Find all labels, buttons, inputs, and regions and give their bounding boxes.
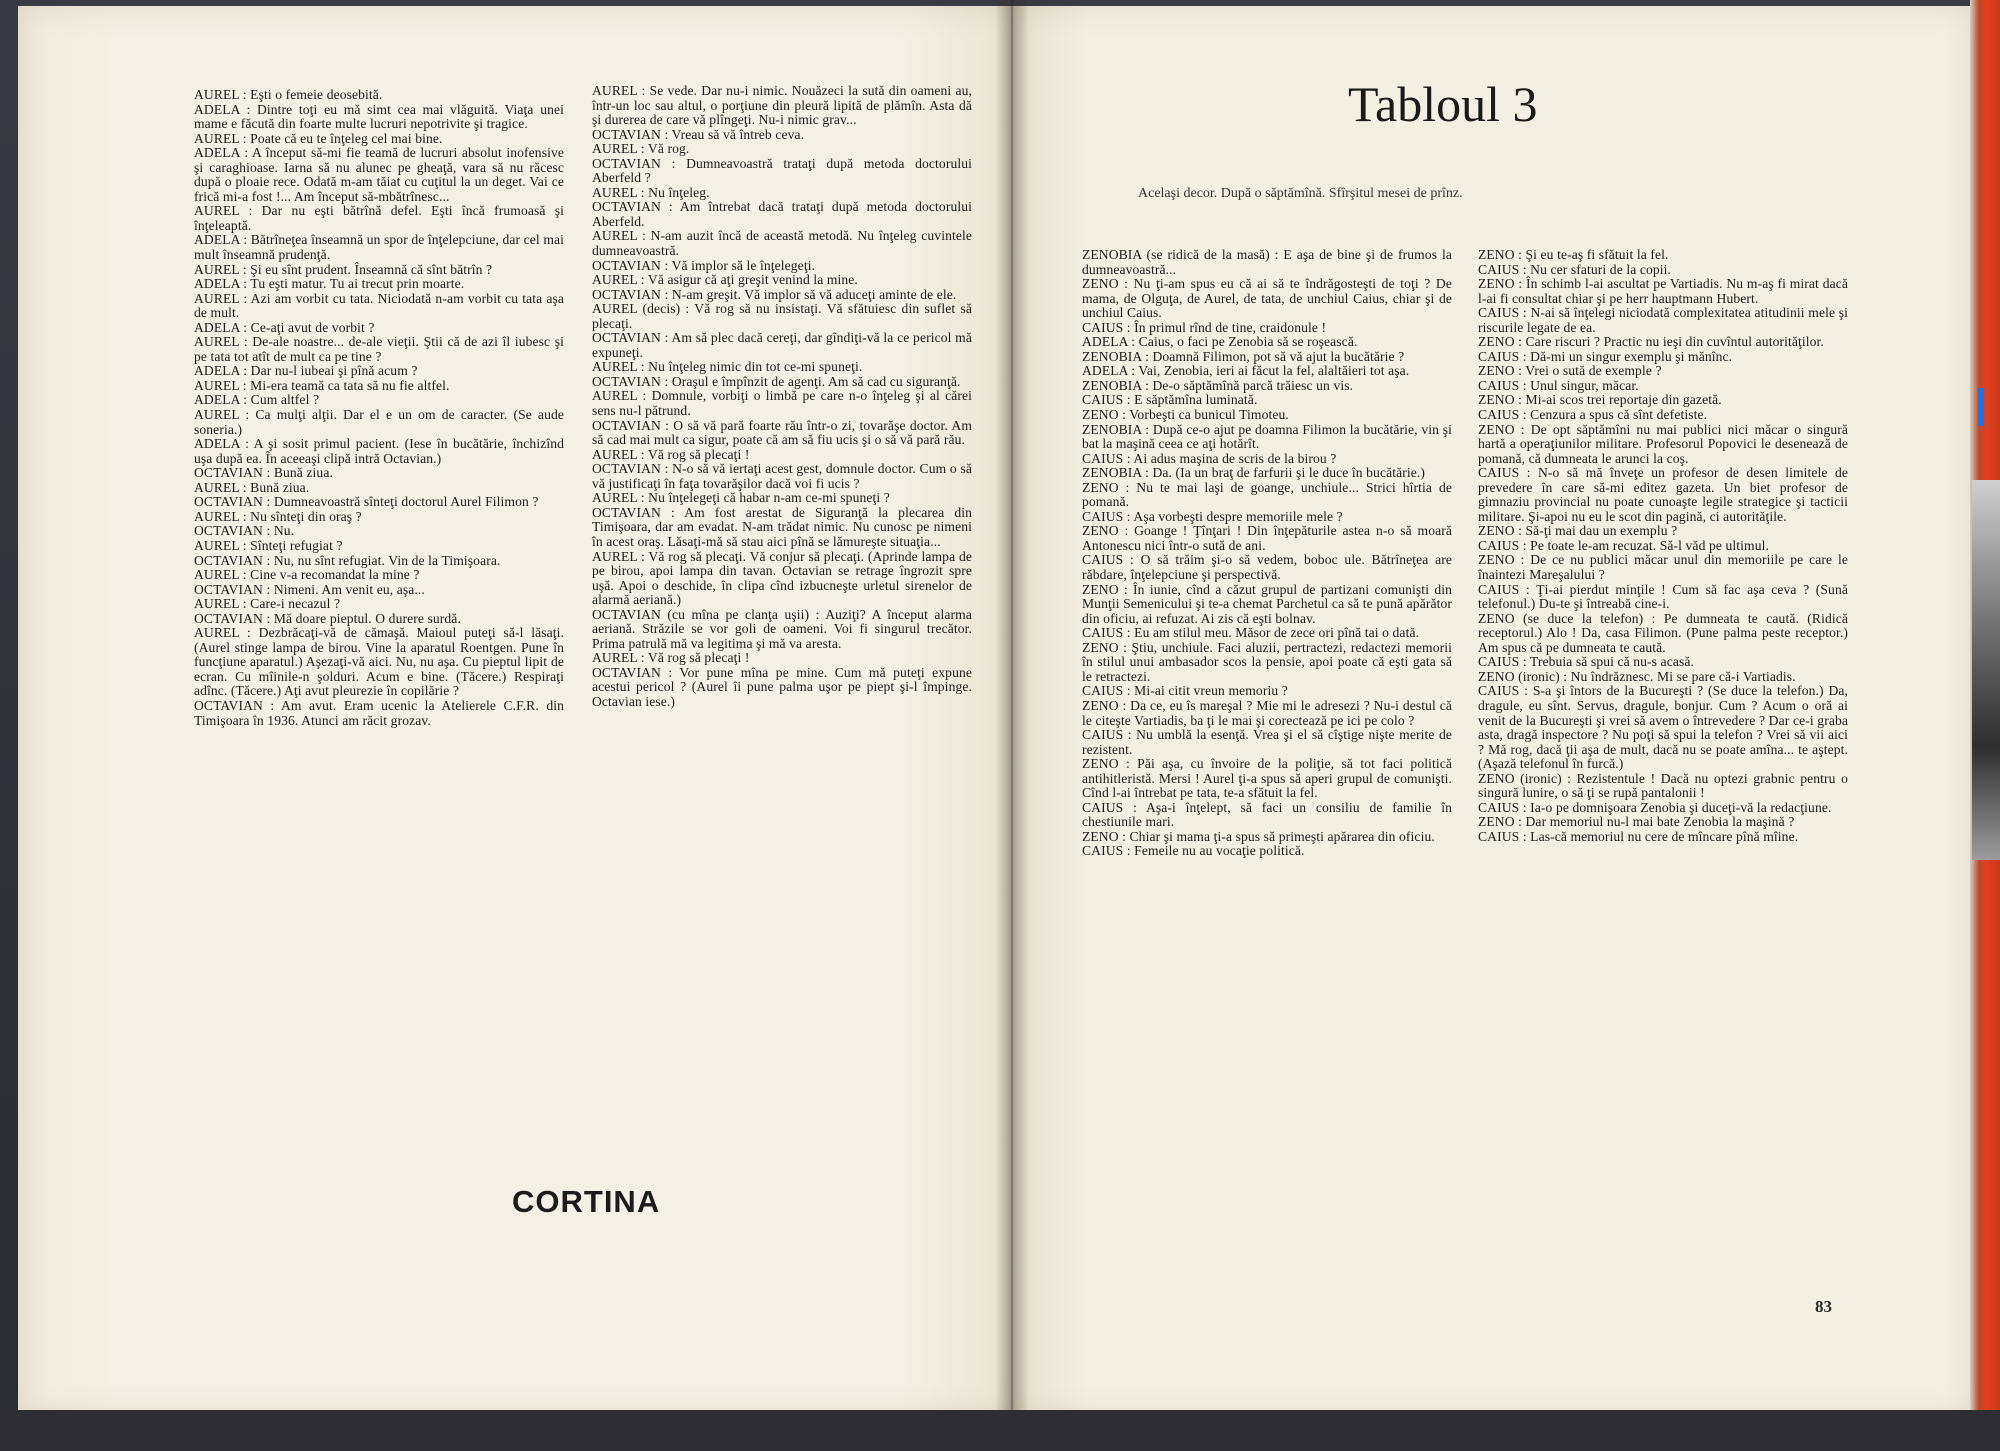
dialogue-line: OCTAVIAN : N-am greşit. Vă implor să vă aduceţi aminte de ele. (592, 286, 957, 302)
dialogue-line: ZENO : De ce nu publici măcar unul din memoriile pe care le înaintezi Mareşalului ? (1478, 552, 1848, 583)
dialogue-line: AUREL : Nu înţeleg. (592, 184, 710, 200)
dialogue-line: ZENO : În iunie, cînd a căzut grupul de partizani comunişti din Munţii Semenicului şi te-a chemat Parchetul ca să te pună apărător din oficiu, ai refuzat. Ai zis că eşti bolnav. (1082, 581, 1452, 626)
dialogue-line: OCTAVIAN : Am întrebat dacă trataţi după metoda doctorului Aberfeld. (592, 199, 972, 229)
dialogue-line: AUREL : Vă rog să plecaţi ! (592, 650, 750, 666)
dialogue-line: OCTAVIAN : Vă implor să le înţelegeţi. (592, 257, 816, 273)
dialogue-line: AUREL : Nu înţelegeţi că habar n-am ce-mi spuneţi ? (592, 490, 890, 506)
dialogue-line: CAIUS : Mi-ai citit vreun memoriu ? (1082, 683, 1288, 699)
stage-direction: Acelaşi decor. După o săptămînă. Sfîrşitul mesei de prînz. (1138, 186, 1463, 201)
dialogue-line: ZENO : Şi eu te-aş fi sfătuit la fel. (1478, 247, 1669, 262)
dialogue-line: AUREL : N-am auzit încă de această metodă. Nu înţeleg cuvintele dumneavoastră. (592, 228, 972, 259)
dialogue-line: OCTAVIAN : Dumneavoastră trataţi după metoda doctorului Aberfeld ? (592, 155, 972, 186)
dialogue-line: AUREL : Vă rog. (592, 141, 690, 157)
dialogue-line: ZENO : Nu ţi-am spus eu că ai să te îndrăgosteşti de toţi ? De mama, de Olguţa, de Aurel, de tata, de unchiul Caius, chiar şi de unchiul Caius. (1082, 276, 1452, 321)
dialogue-line: ZENO : Dar memoriul nu-l mai bate Zenobia la maşină ? (1478, 814, 1795, 830)
dialogue-line: CAIUS : Las-că memoriul nu cere de mîncare pînă mîine. (1478, 828, 1799, 844)
dialogue-line: AUREL : Dar nu eşti bătrînă defel. Eşti încă frumoasă şi înţeleaptă. (194, 203, 564, 233)
dialogue-line: AUREL : Mi-era teamă ca tata să nu fie altfel. (194, 377, 450, 393)
dialogue-line: OCTAVIAN : Vreau să vă întreb ceva. (592, 126, 805, 142)
dialogue-line: CAIUS : Ţi-ai pierdut minţile ! Cum să fac aşa ceva ? (Sună telefonul.) Du-te şi întreabă cine-i. (1478, 581, 1848, 612)
dialogue-line: ZENOBIA (se ridică de la masă) : E aşa de bine şi de frumos la dumneavoastră... (1082, 247, 1452, 277)
page-number: 83 (1815, 1297, 1832, 1316)
dialogue-line: ZENO : Vorbeşti ca bunicul Timoteu. (1082, 407, 1289, 423)
dialogue-line: ZENO (se duce la telefon) : Pe dumneata te caută. (Ridică receptorul.) Alo ! Da, casa Filimon. (Pune palma peste receptor.) Am spus că pe dumneata te caută. (1478, 610, 1848, 655)
dialogue-line: ADELA : Dar nu-l iubeai şi pînă acum ? (194, 363, 418, 379)
dialogue-line: OCTAVIAN : Mă doare pieptul. O durere surdă. (194, 610, 461, 626)
dialogue-line: AUREL : Vă asigur că aţi greşit venind la mine. (592, 272, 858, 288)
dialogue-line: OCTAVIAN : Bună ziua. (194, 465, 333, 481)
dialogue-line: AUREL : Poate că eu te înţeleg cel mai bine. (194, 130, 443, 146)
dialogue-line: OCTAVIAN : Am avut. Eram ucenic la Atelierele C.F.R. din Timişoara în 1936. Atunci am răcit grozav. (194, 697, 564, 728)
dialogue-line: AUREL (decis) : Vă rog să nu insistaţi. Vă sfătuiesc din suflet să plecaţi. (592, 301, 972, 331)
dialogue-line: OCTAVIAN : Nimeni. Am venit eu, aşa... (194, 581, 425, 597)
left-column-2 (592, 84, 972, 710)
dialogue-line: ZENO (ironic) : Nu îndrăznesc. Mi se pare că-i Vartiadis. (1478, 668, 1796, 684)
dialogue-line: ZENO : Să-ţi mai dau un exemplu ? (1478, 523, 1678, 539)
dialogue-line: ZENO : De opt săptămîni nu mai publici nici măcar o singură hartă a operaţiunilor militare. Profesorul Popovici le desenează de pomană, că dumneata le arunci la coş. (1478, 421, 1848, 466)
dialogue-line: CAIUS : Aşa-i înţelept, să faci un consiliu de familie în chestiunile mari. (1082, 799, 1452, 830)
dialogue-line: CAIUS : E săptămîna luminată. (1082, 392, 1258, 408)
dialogue-line: CAIUS : Ia-o pe domnişoara Zenobia şi duceţi-vă la redacţiune. (1478, 799, 1832, 815)
dialogue-line: CAIUS : Nu umblă la esenţă. Vrea şi el să cîştige nişte merite de rezistent. (1082, 727, 1452, 757)
dialogue-line: ZENO : Chiar şi mama ţi-a spus să primeşti apărarea din oficiu. (1082, 828, 1435, 844)
dialogue-line: AUREL : Eşti o femeie deosebită. (194, 87, 383, 102)
left-column-1 (194, 88, 564, 728)
dialogue-line: ZENOBIA : Doamnă Filimon, pot să vă ajut la bucătărie ? (1082, 348, 1405, 364)
dialogue-line: OCTAVIAN : Nu. (194, 523, 295, 539)
dialogue-line: CAIUS : Nu cer sfaturi de la copii. (1478, 261, 1672, 277)
dialogue-line: ADELA : Vai, Zenobia, ieri ai făcut la fel, alaltăieri tot aşa. (1082, 363, 1410, 379)
dialogue-line: ZENO : Care riscuri ? Practic nu ieşi din cuvîntul autorităţilor. (1478, 334, 1824, 350)
dialogue-line: AUREL : Nu sînteţi din oraş ? (194, 508, 362, 524)
dialogue-line: ZENO : Păi aşa, cu învoire de la poliţie, să tot faci politică antihitleristă. Mersi ! Aurel ţi-a spus să aperi grupul de comunişti. Cînd l-ai întrebat pe tata, te-a sfătuit la fel. (1082, 756, 1452, 801)
dialogue-line: CAIUS : Unul singur, măcar. (1478, 377, 1639, 393)
dialogue-line: CAIUS : N-o să mă înveţe un profesor de desen limitele de prevedere în care să-mi editez gazeta. Un biet profesor de gimnaziu provincial nu poate cunoaşte legile strategice şi tacticii militare. Şi-apoi nu eu le scot din pagină, ci autorităţile. (1478, 465, 1848, 524)
dialogue-line: ADELA : Cum altfel ? (194, 392, 320, 408)
dialogue-line: CAIUS : Aşa vorbeşti despre memoriile mele ? (1082, 508, 1343, 524)
dialogue-line: ZENOBIA : Da. (Ia un braţ de farfurii şi le duce în bucătărie.) (1082, 465, 1425, 481)
dialogue-line: ADELA : Tu eşti matur. Tu ai trecut prin moarte. (194, 276, 465, 292)
background-board (0, 1410, 2000, 1451)
dialogue-line: OCTAVIAN (cu mîna pe clanţa uşii) : Auziţi? A început alarma aeriană. Străzile se vor goli de oameni. Voi fi singurul trecător. Prima patrulă mă va legitima şi mă va aresta. (592, 606, 972, 651)
dialogue-line: ZENO : Da ce, eu îs mareşal ? Mie mi le adresezi ? Nu-i destul că le citeşte Vartiadis, ba ţi le mai şi corectează pe ici pe colo ? (1082, 697, 1452, 728)
dialogue-line: ZENO : În schimb l-ai ascultat pe Vartiadis. Nu m-aş fi mirat dacă l-ai fi consultat chiar şi pe herr hauptmann Hubert. (1478, 276, 1848, 306)
dialogue-line: ADELA : A şi sosit primul pacient. (Iese în bucătărie, închizînd uşa după ea. În aceeaşi clipă intră Octavian.) (194, 436, 564, 466)
dialogue-line: AUREL : Vă rog să plecaţi ! (592, 446, 750, 462)
dialogue-line: OCTAVIAN : Dumneavoastră sînteţi doctorul Aurel Filimon ? (194, 494, 539, 510)
dialogue-line: AUREL : Care-i necazul ? (194, 596, 341, 612)
dialogue-line: ADELA : Dintre toţi eu mă simt cea mai vlăguită. Viaţa unei mame e făcută din foarte multe lucruri nepotrivite şi tragice. (194, 101, 564, 132)
dialogue-line: AUREL : Domnule, vorbiţi o limbă pe care n-o înţeleg şi al cărei sens nu-l pătrund. (592, 388, 972, 419)
book-gutter (995, 0, 1029, 1451)
dialogue-line: AUREL : De-ale noastre... de-ale vieţii. Ştii că de azi îl iubesc şi pe tata tot atît de mult ca pe tine ? (194, 334, 564, 364)
dialogue-line: ADELA : Bătrîneţea înseamnă un spor de înţelepciune, dar cel mai mult înseamnă prudenţă. (194, 232, 564, 263)
dialogue-line: CAIUS : O să trăim şi-o să vedem, boboc ule. Bătrîneţea are răbdare, înţelepciune şi perspectivă. (1082, 552, 1452, 583)
dialogue-line: OCTAVIAN : O să vă pară foarte rău într-o zi, tovarăşe doctor. Am să cad mai mult ca sigur, poate că am să fiu ucis şi o să vă pară rău. (592, 417, 972, 448)
dialogue-line: OCTAVIAN : Nu, nu sînt refugiat. Vin de la Timişoara. (194, 552, 501, 568)
dialogue-line: ZENOBIA : După ce-o ajut pe doamna Filimon la bucătărie, vin şi bat la maşină ceea ce aţi hotărît. (1082, 421, 1452, 452)
dialogue-line: OCTAVIAN : N-o să vă iertaţi acest gest, domnule doctor. Cum o să vă justificaţi în faţa tovarăşilor dacă voi fi ucis ? (592, 461, 972, 491)
dialogue-line: CAIUS : Ai adus maşina de scris de la birou ? (1082, 450, 1337, 466)
dialogue-line: ADELA : Ce-aţi avut de vorbit ? (194, 319, 375, 335)
dialogue-line: CAIUS : În primul rînd de tine, craidonule ! (1082, 319, 1327, 335)
dialogue-line: CAIUS : Dă-mi un singur exemplu şi mănînc. (1478, 348, 1733, 364)
dialogue-line: AUREL : Sînteţi refugiat ? (194, 537, 343, 553)
right-column-2 (1478, 248, 1848, 844)
dialogue-line: ADELA : A început să-mi fie teamă de lucruri absolut inofensive şi caraghioase. Iarna să nu alunec pe gheaţă, vara să nu răcesc după o ploaie rece. Odată m-am tăiat cu cuţitul la un deget. Vai ce frică mi-a fost !... Am început să-mbătrînesc... (194, 145, 564, 204)
dialogue-line: CAIUS : S-a şi întors de la Bucureşti ? (Se duce la telefon.) Da, dragule, eu sînt. Servus, dragule, bonjur. Cum ? Acum o oră ai venit de la Bucureşti şi vrei să avem o întrevedere ? Dar ce-i graba asta, dragă inspectore ? Nu poţi să spui la telefon ? Vrei să vii aici ? Mă rog, dacă ţii aşa de mult, dacă nu se poate amîna... te aştept. (Aşază telefonul în furcă.) (1478, 683, 1848, 772)
dialogue-line: CAIUS : Eu am stilul meu. Măsor de zece ori pînă tai o dată. (1082, 625, 1420, 641)
dialogue-line: CAIUS : N-ai să înţelegi niciodată complexitatea atitudinii mele şi riscurile legate de ea. (1478, 305, 1848, 335)
dialogue-line: ZENO : Ştiu, unchiule. Faci aluzii, pertractezi, redactezi memorii în stilul unui ambasador scos la pensie, apoi poate că eşti gata să le retractezi. (1082, 639, 1452, 684)
dialogue-line: AUREL : Dezbrăcaţi-vă de cămaşă. Maioul puteţi să-l lăsaţi. (Aurel stinge lampa de birou. Vine la aparatul Roentgen. Pune în funcţiune aparatul.) Aşezaţi-vă aici. Nu, nu aşa. Cu pieptul lipit de ecran. Cu mîinile-n şolduri. Acum e bine. (Tăcere.) Respiraţi adînc. (Tăcere.) Aţi avut pleurezie în copilărie ? (194, 625, 564, 699)
dialogue-line: AUREL : Şi eu sînt prudent. Înseamnă că sînt bătrîn ? (194, 261, 493, 277)
book-edge-photo (1972, 480, 2000, 860)
book-edge-marker (1978, 388, 1984, 426)
dialogue-line: CAIUS : Cenzura a spus că sînt defetiste. (1478, 407, 1708, 423)
dialogue-line: AUREL : Bună ziua. (194, 479, 310, 495)
dialogue-line: AUREL : Vă rog să plecaţi. Vă conjur să plecaţi. (Aprinde lampa de pe birou, apoi lampa din tavan. Octavian se retrage îngrozit spre uşă. Apoi o deschide, în clipa cînd izbucneşte urletul sirenelor de alarmă aeriană.) (592, 548, 972, 608)
dialogue-line: ADELA : Caius, o faci pe Zenobia să se roşească. (1082, 334, 1358, 350)
dialogue-line: ZENO : Nu te mai laşi de goange, unchiule... Strici hîrtia de pomană. (1082, 479, 1452, 510)
curtain-label: CORTINA (512, 1184, 661, 1219)
scene-title: Tabloul 3 (1348, 76, 1538, 132)
dialogue-line: CAIUS : Trebuia să spui că nu-s acasă. (1478, 654, 1694, 670)
dialogue-line: AUREL : Se vede. Dar nu-i nimic. Nouăzeci la sută din oameni au, într-un loc sau altul, o porţiune din pleură lipită de plămîn. Asta dă şi durerea de care vă plîngeţi. Nu-i nimic grav... (592, 83, 972, 128)
dialogue-line: OCTAVIAN : Vor pune mîna pe mine. Cum mă puteţi expune acestui pericol ? (Aurel îi pune palma uşor pe piept şi-l împinge. Octavian iese.) (592, 664, 972, 709)
dialogue-line: OCTAVIAN : Am fost arestat de Siguranţă la plecarea din Timişoara, dar am evadat. N-am trădat nimic. Nu cunosc pe nimeni în acest oraş. Lăsaţi-mă să stau aici pînă se lămureşte situaţia... (592, 504, 972, 549)
dialogue-line: ZENOBIA : De-o săptămînă parcă trăiesc un vis. (1082, 377, 1354, 393)
dialogue-line: AUREL : Cine v-a recomandat la mine ? (194, 567, 420, 583)
dialogue-line: AUREL : Nu înţeleg nimic din tot ce-mi spuneţi. (592, 359, 863, 375)
dialogue-line: ZENO : Vrei o sută de exemple ? (1478, 363, 1662, 379)
dialogue-line: OCTAVIAN : Oraşul e împînzit de agenţi. Am să cad cu siguranţă. (592, 373, 961, 389)
dialogue-line: CAIUS : Pe toate le-am recuzat. Să-l văd pe ultimul. (1478, 537, 1769, 553)
dialogue-line: ZENO (ironic) : Rezistentule ! Dacă nu optezi grabnic pentru o singură lunire, o să ţi se rupă pantalonii ! (1478, 770, 1848, 801)
right-column-1 (1082, 248, 1452, 859)
dialogue-line: AUREL : Ca mulţi alţii. Dar el e un om de caracter. (Se aude soneria.) (194, 407, 564, 437)
dialogue-line: CAIUS : Femeile nu au vocaţie politică. (1082, 843, 1305, 859)
dialogue-line: ZENO : Mi-ai scos trei reportaje din gazetă. (1478, 392, 1722, 408)
dialogue-line: ZENO : Goange ! Ţînţari ! Din înţepăturile astea n-o să moară Antonescu nici într-o sută de ani. (1082, 523, 1452, 553)
dialogue-line: AUREL : Azi am vorbit cu tata. Niciodată n-am vorbit cu tata aşa de mult. (194, 290, 564, 321)
dialogue-line: OCTAVIAN : Am să plec dacă cereţi, dar gîndiţi-vă la ce pericol mă expuneţi. (592, 330, 972, 360)
